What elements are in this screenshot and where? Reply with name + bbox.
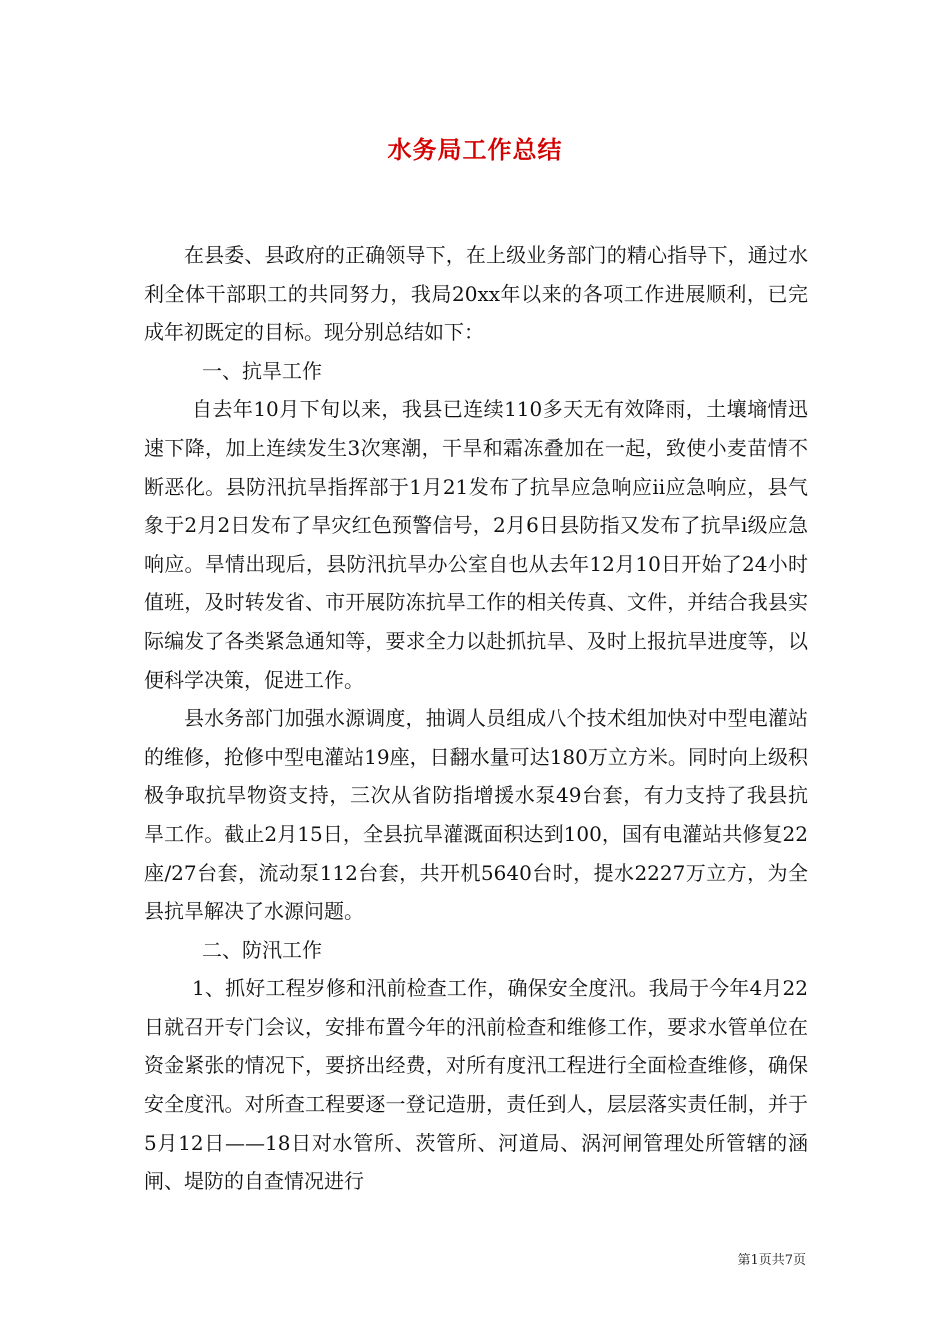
section-heading-flood: 二、防汛工作: [202, 937, 322, 962]
paragraph-water-dispatch: 县水务部门加强水源调度，抽调人员组成八个技术组加快对中型电灌站的维修，抢修中型电灌站19座，日翻水量可达180万立方米。同时向上级积极争取抗旱物资支持，三次从省防指增援水泵49台套，有力支持了我县抗旱工作。截止2月15日，全县抗旱灌溉面积达到100，国有电灌站共修复22座/27台套，流动泵112台套，共开机5640台时，提水2227万立方，为全县抗旱解决了水源问题。: [144, 706, 808, 924]
paragraph-intro: 在县委、县政府的正确领导下，在上级业务部门的精心指导下，通过水利全体干部职工的共同努力，我局20xx年以来的各项工作进展顺利，已完成年初既定的目标。现分别总结如下：: [144, 243, 808, 345]
paragraph-flood-inspection: 1、抓好工程岁修和汛前检查工作，确保安全度汛。我局于今年4月22日就召开专门会议，安排布置今年的汛前检查和维修工作，要求水管单位在资金紧张的情况下，要挤出经费，对所有度汛工程进行全面检查维修，确保安全度汛。对所查工程要逐一登记造册，责任到人，层层落实责任制，并于5月12日——18日对水管所、茨管所、河道局、涡河闸管理处所管辖的涵闸、堤防的自查情况进行: [144, 976, 808, 1194]
page-title: 水务局工作总结: [387, 135, 563, 164]
document-body: [144, 236, 808, 1201]
page-number: 第1页共7页: [737, 1253, 806, 1268]
paragraph-drought-situation: 自去年10月下旬以来，我县已连续110多天无有效降雨，土壤墒情迅速下降，加上连续发生3次寒潮，干旱和霜冻叠加在一起，致使小麦苗情不断恶化。县防汛抗旱指挥部于1月21发布了抗旱应急响应ⅱ应急响应，县气象于2月2日发布了旱灾红色预警信号，2月6日县防指又发布了抗旱ⅰ级应急响应。旱情出现后，县防汛抗旱办公室自也从去年12月10日开始了24小时值班，及时转发省、市开展防冻抗旱工作的相关传真、文件，并结合我县实际编发了各类紧急通知等，要求全力以赴抓抗旱、及时上报抗旱进度等，以便科学决策，促进工作。: [144, 397, 808, 692]
section-heading-drought: 一、抗旱工作: [202, 358, 322, 383]
